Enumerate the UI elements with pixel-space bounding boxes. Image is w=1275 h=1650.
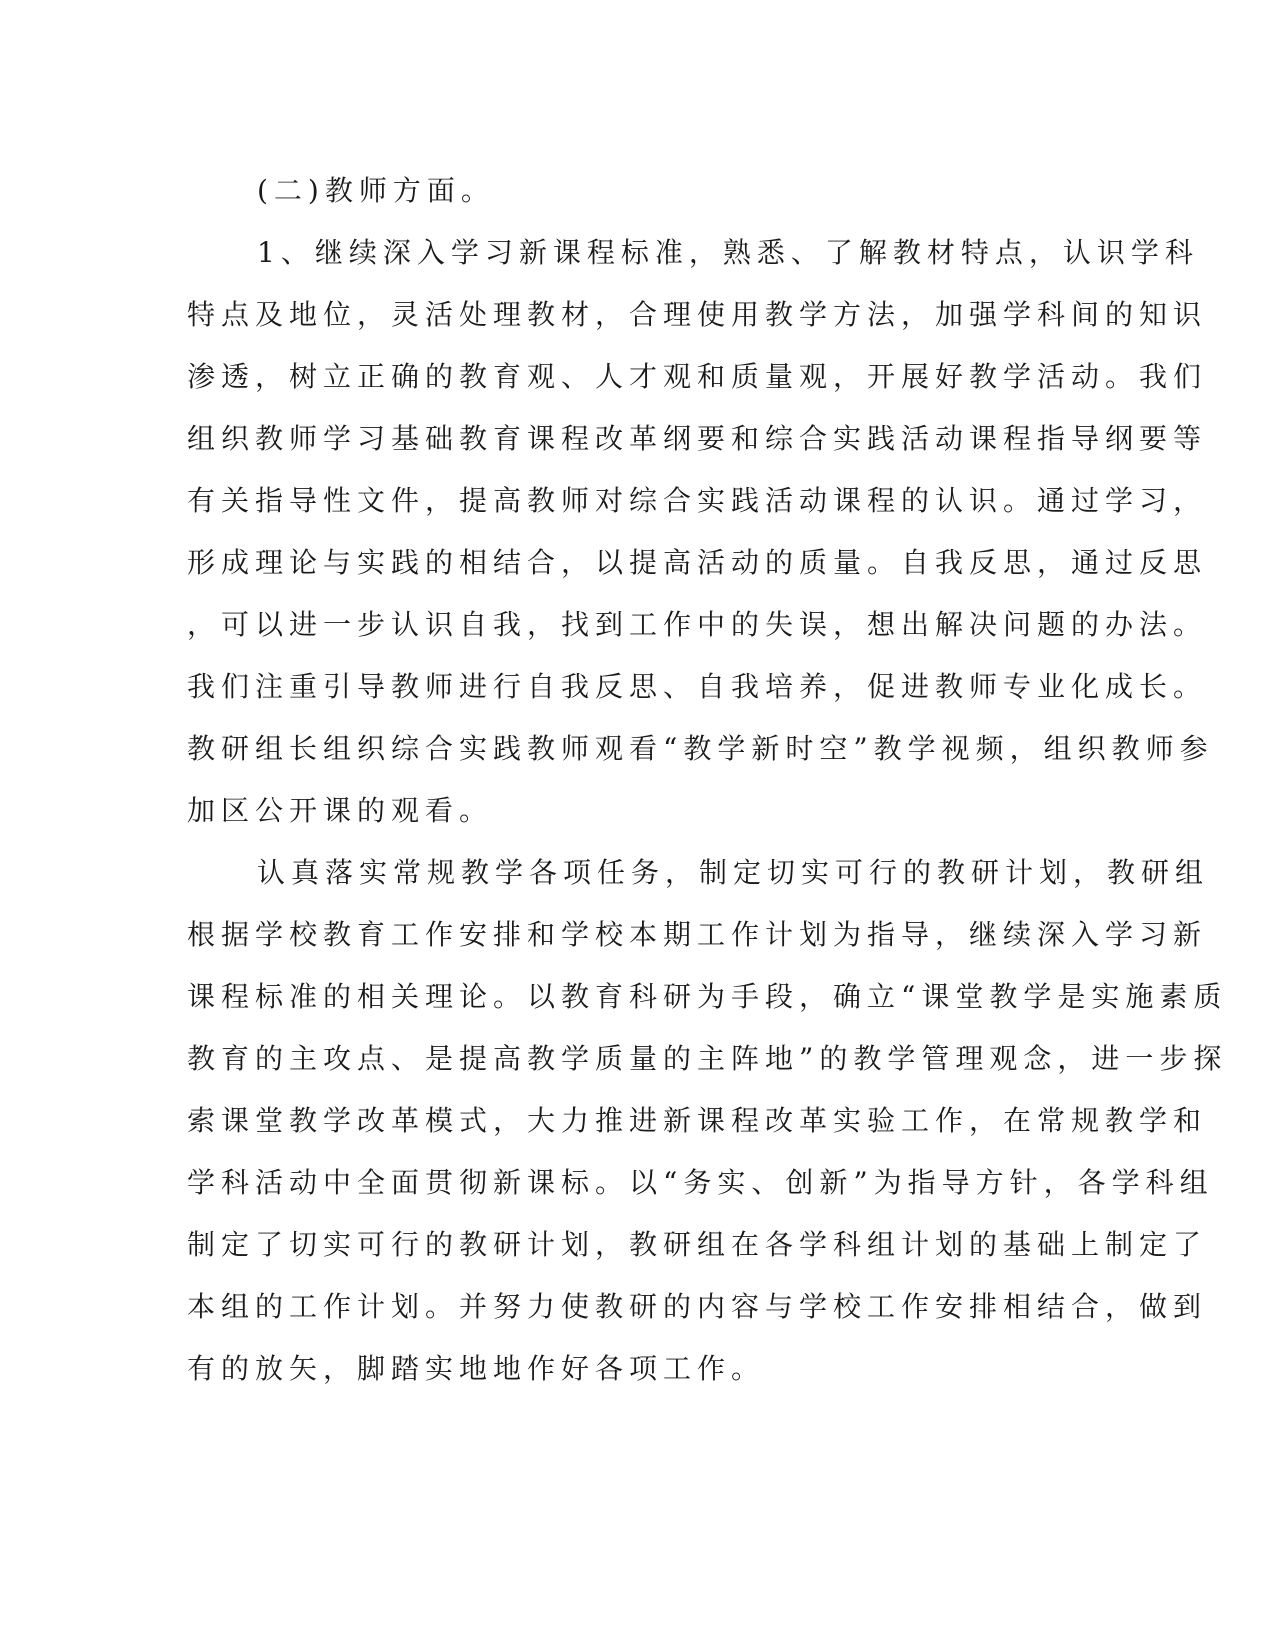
paragraph-line: 制定了切实可行的教研计划，教研组在各学科组计划的基础上制定了: [187, 1228, 1208, 1261]
paragraph-line: 有的放矢，脚踏实地地作好各项工作。: [187, 1352, 766, 1385]
paragraph-line: 学科活动中全面贯彻新课标。以“务实、创新”为指导方针，各学科组: [187, 1166, 1214, 1199]
paragraph-line: ，可以进一步认识自我，找到工作中的失误，想出解决问题的办法。: [187, 608, 1208, 641]
paragraph-line: 1、继续深入学习新课程标准，熟悉、了解教材特点，认识学科: [257, 236, 1199, 269]
paragraph-teaching-tasks: [187, 842, 1228, 1400]
section-heading: (二)教师方面。: [257, 174, 495, 207]
paragraph-line: 根据学校教育工作安排和学校本期工作计划为指导，继续深入学习新: [187, 918, 1208, 951]
paragraph-line: 特点及地位，灵活处理教材，合理使用教学方法，加强学科间的知识: [187, 298, 1208, 331]
paragraph-line: 组织教师学习基础教育课程改革纲要和综合实践活动课程指导纲要等: [187, 422, 1208, 455]
paragraph-line: 教研组长组织综合实践教师观看“教学新时空”教学视频，组织教师参: [187, 732, 1214, 765]
paragraph-teacher-study: [187, 222, 1214, 842]
paragraph-line: 认真落实常规教学各项任务，制定切实可行的教研计划，教研组: [257, 856, 1210, 889]
paragraph-line: 我们注重引导教师进行自我反思、自我培养，促进教师专业化成长。: [187, 670, 1208, 703]
paragraph-line: 有关指导性文件，提高教师对综合实践活动课程的认识。通过学习，: [187, 484, 1208, 517]
paragraph-line: 教育的主攻点、是提高教学质量的主阵地”的教学管理观念，进一步探: [187, 1042, 1228, 1075]
paragraph-line: 索课堂教学改革模式，大力推进新课程改革实验工作，在常规教学和: [187, 1104, 1208, 1137]
paragraph-line: 本组的工作计划。并努力使教研的内容与学校工作安排相结合，做到: [187, 1290, 1208, 1323]
paragraph-line: 课程标准的相关理论。以教育科研为手段，确立“课堂教学是实施素质: [187, 980, 1228, 1013]
paragraph-line: 加区公开课的观看。: [187, 794, 494, 827]
document-body: [187, 160, 1228, 1400]
paragraph-line: 形成理论与实践的相结合，以提高活动的质量。自我反思，通过反思: [187, 546, 1208, 579]
paragraph-line: 渗透，树立正确的教育观、人才观和质量观，开展好教学活动。我们: [187, 360, 1208, 393]
